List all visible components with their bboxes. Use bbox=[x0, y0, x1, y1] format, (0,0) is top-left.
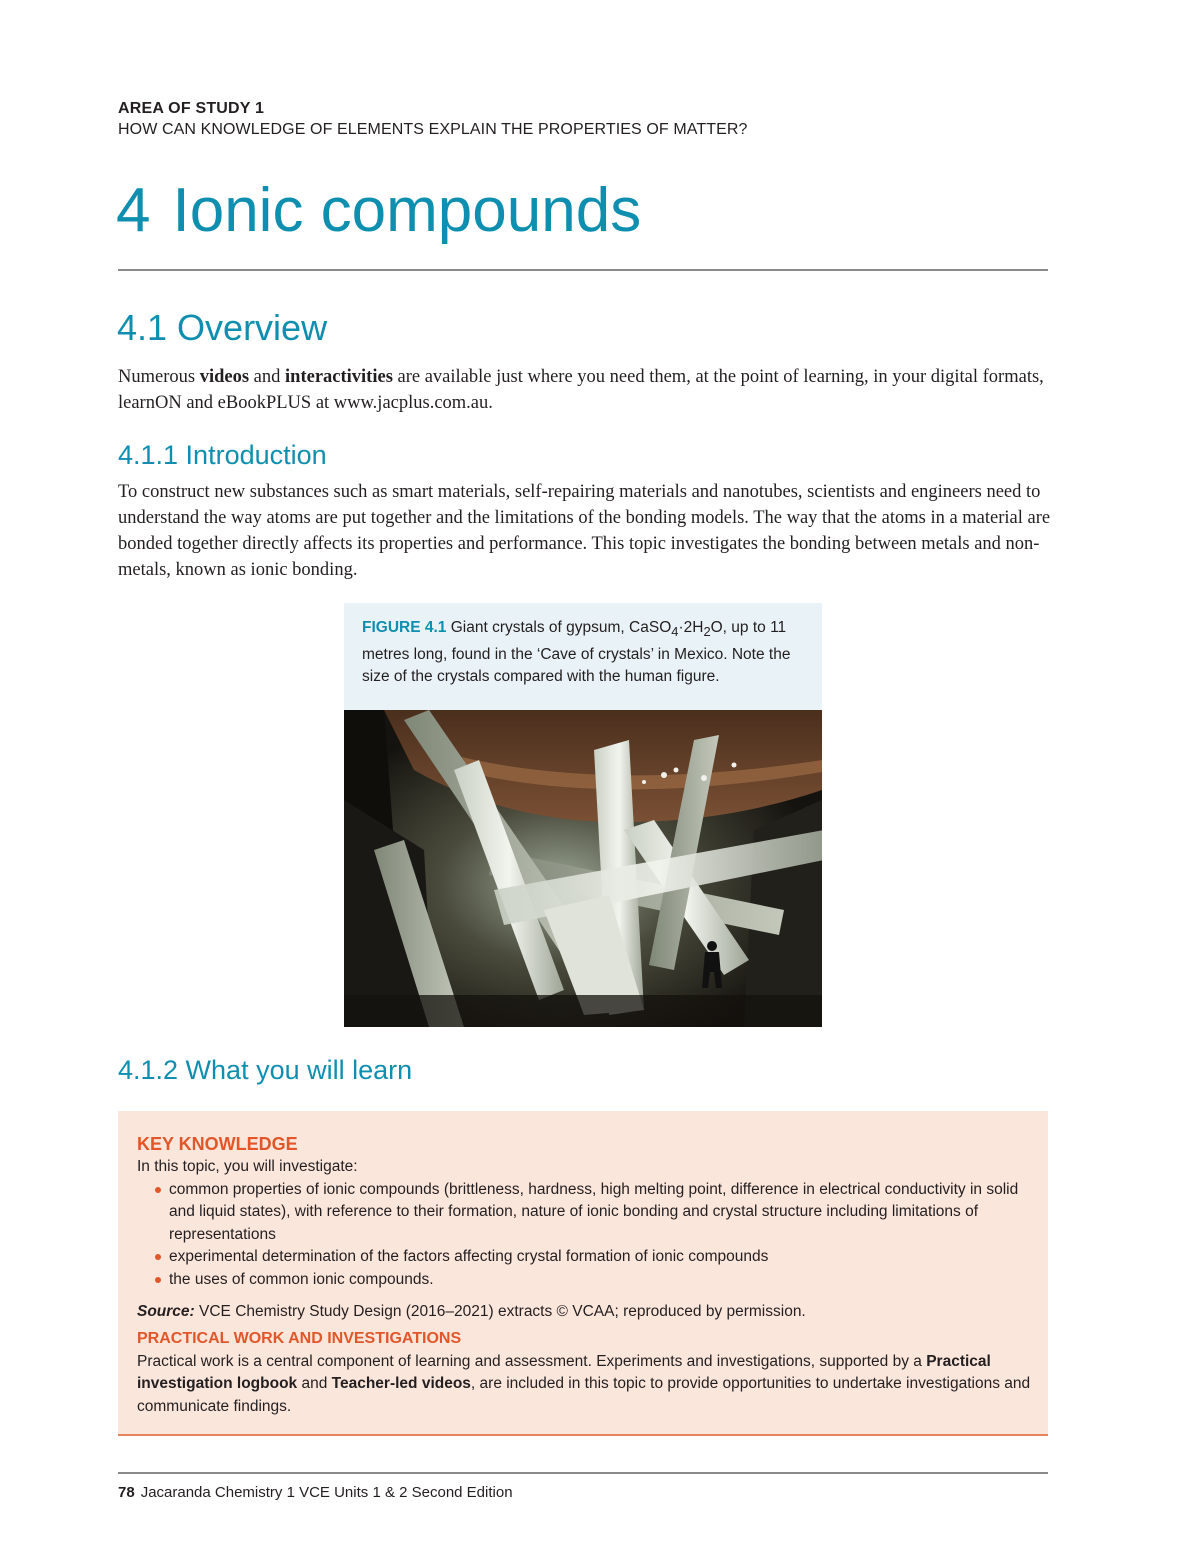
text-run: are available just where you need them, at the point of learning, in your digital formats, learnON and eBookPLUS at www.jacplus.com.au. bbox=[118, 367, 1044, 413]
list-item: the uses of common ionic compounds. bbox=[137, 1269, 1037, 1292]
chapter-title-text: Ionic compounds bbox=[172, 176, 642, 245]
crystal-cave-illustration bbox=[344, 710, 822, 1027]
bold-term: Teacher-led videos bbox=[331, 1375, 471, 1392]
figure-caption-text: Giant crystals of gypsum, $CaSO_4\cdot 2H_2O$, up to 11 metres long, found in the ‘Cave of crystals’ in Mexico. Note the size of the crystals compared with the human figure. bbox=[362, 619, 791, 686]
figure-caption bbox=[362, 617, 810, 689]
text-run: Numerous bbox=[118, 367, 200, 387]
key-knowledge-heading: KEY KNOWLEDGE bbox=[137, 1134, 298, 1154]
figure-label: FIGURE 4.1 bbox=[362, 619, 447, 636]
text-run: , are included in this topic to provide opportunities to undertake investigations and communicate findings. bbox=[137, 1375, 1031, 1415]
list-item: common properties of ionic compounds (brittleness, hardness, high melting point, difference in electrical conductivity in solid and liquid states), with reference to their formation, nature of ionic bonding and crystal structure including limitations of representations bbox=[137, 1179, 1037, 1247]
chapter-title bbox=[116, 176, 642, 245]
footer-divider bbox=[118, 1472, 1048, 1474]
chapter-number: 4 bbox=[116, 176, 151, 245]
practical-work-paragraph bbox=[137, 1351, 1037, 1419]
section-title bbox=[117, 307, 328, 348]
text-run: Practical work is a central component of learning and assessment. Experiments and investigations, supported by a bbox=[137, 1352, 927, 1370]
page-number: 78 bbox=[118, 1484, 135, 1501]
practical-work-heading: PRACTICAL WORK AND INVESTIGATIONS bbox=[137, 1329, 462, 1347]
book-title: Jacaranda Chemistry 1 VCE Units 1 & 2 Second Edition bbox=[140, 1484, 513, 1501]
section-number: 4.1 bbox=[117, 307, 168, 348]
bullet-icon bbox=[155, 1277, 161, 1283]
source-credit: Source: VCE Chemistry Study Design (2016–2021) extracts © VCAA; reproduced by permission. bbox=[137, 1303, 806, 1320]
section-title-text: Overview bbox=[177, 307, 328, 348]
page-footer bbox=[118, 1484, 513, 1501]
gypsum-crystals-photo bbox=[344, 710, 822, 1027]
bullet-icon bbox=[155, 1187, 161, 1193]
bold-term: interactivities bbox=[285, 367, 393, 387]
chapter-divider bbox=[118, 269, 1048, 271]
text-run: and bbox=[249, 367, 286, 387]
introduction-heading: 4.1.1 Introduction bbox=[118, 440, 327, 470]
what-you-will-learn-heading: 4.1.2 What you will learn bbox=[118, 1055, 413, 1085]
bold-term: Practical investigation logbook bbox=[137, 1352, 991, 1392]
bold-term: videos bbox=[199, 367, 250, 387]
overview-paragraph bbox=[118, 364, 1058, 416]
text-run: and bbox=[297, 1375, 332, 1392]
area-of-study-question: HOW CAN KNOWLEDGE OF ELEMENTS EXPLAIN THE PROPERTIES OF MATTER? bbox=[118, 121, 748, 138]
area-of-study-label: AREA OF STUDY 1 bbox=[118, 100, 265, 117]
key-knowledge-intro: In this topic, you will investigate: bbox=[137, 1158, 358, 1175]
list-item: experimental determination of the factors affecting crystal formation of ionic compounds bbox=[137, 1246, 1037, 1269]
bullet-icon bbox=[155, 1254, 161, 1260]
key-knowledge-box bbox=[118, 1111, 1048, 1436]
key-knowledge-list bbox=[137, 1179, 1037, 1292]
introduction-paragraph: To construct new substances such as smart materials, self-repairing materials and nanotubes, scientists and engineers need to understand the way atoms are put together and the limitations of the bonding models. The way that the atoms in a material are bonded together directly affects its properties and performance. This topic investigates the bonding between metals and non-metals, known as ionic bonding. bbox=[118, 482, 1051, 580]
